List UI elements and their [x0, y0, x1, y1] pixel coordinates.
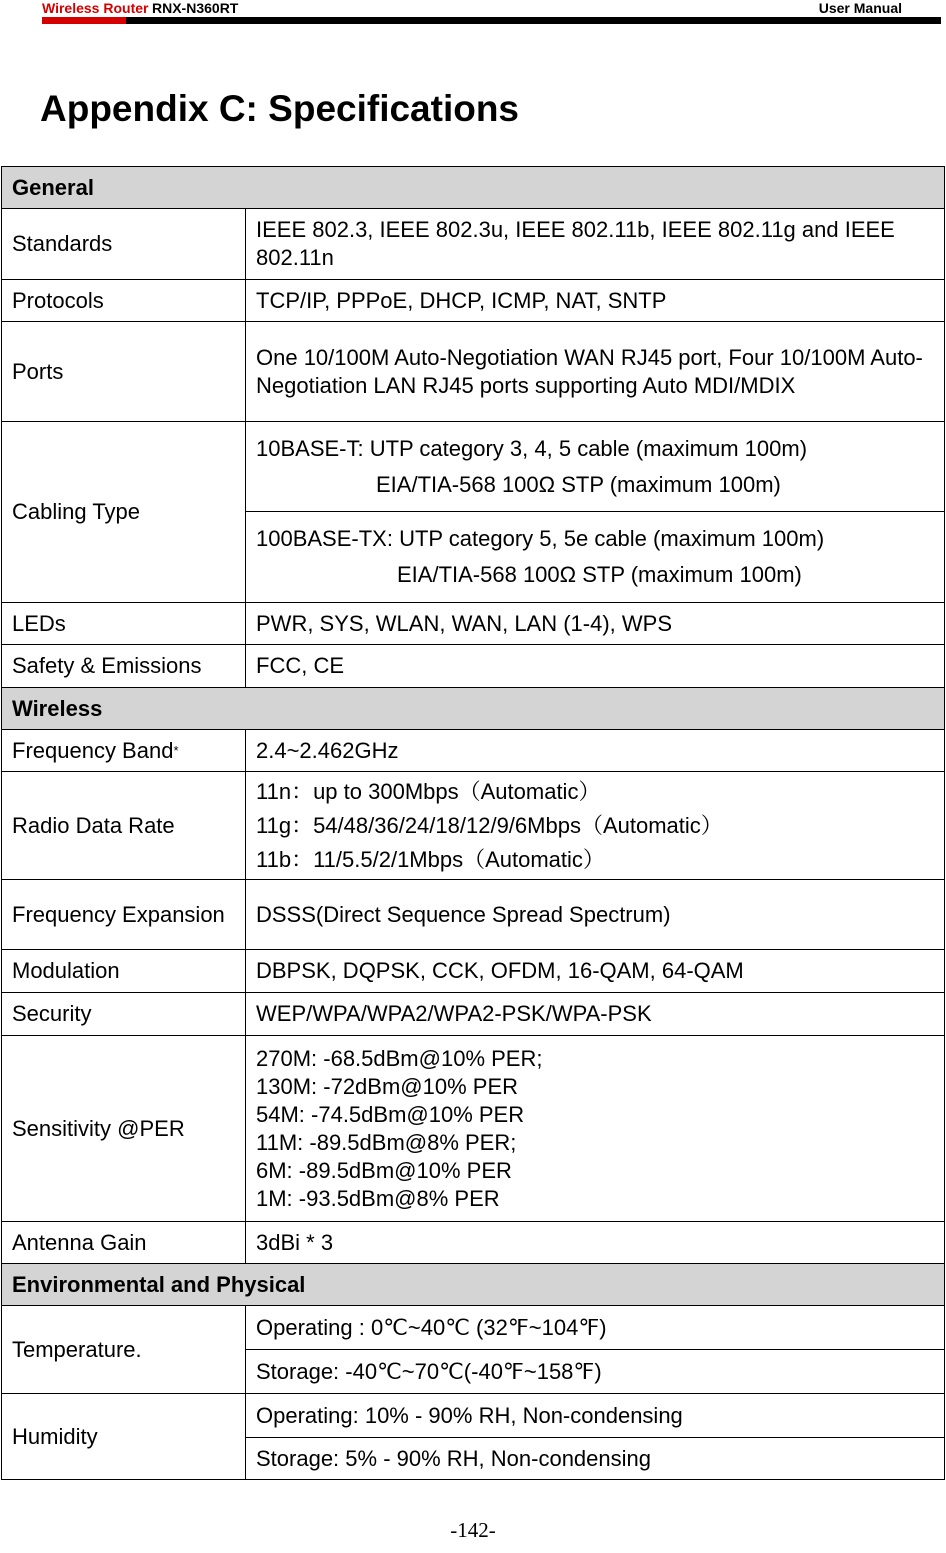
- sens-130m: 130M: -72dBm@10% PER: [256, 1073, 519, 1099]
- rate-11g: 11g：54/48/36/24/18/12/9/6Mbps（Automatic）: [256, 812, 723, 838]
- row-label: Sensitivity @PER: [2, 1036, 246, 1222]
- row-label: Ports: [2, 322, 246, 422]
- row-label: Protocols: [2, 280, 246, 322]
- row-value: One 10/100M Auto-Negotiation WAN RJ45 port, Four 10/100M Auto-Negotiation LAN RJ45 ports supporting Auto MDI/MDIX: [246, 322, 945, 422]
- row-label: Cabling Type: [2, 422, 246, 603]
- cabling-10base-t-stp: EIA/TIA-568 100Ω STP (maximum 100m): [376, 471, 781, 497]
- sens-11m: 11M: -89.5dBm@8% PER;: [256, 1129, 517, 1155]
- table-row: [2, 1222, 945, 1264]
- header-model: RNX-N360RT: [152, 0, 239, 16]
- table-row: [2, 209, 945, 280]
- row-value: Operating : 0℃~40℃ (32℉~104℉): [246, 1306, 945, 1350]
- header-accent-bar: [42, 17, 126, 24]
- section-title: General: [2, 167, 945, 209]
- table-row: [2, 603, 945, 645]
- row-value: Storage: 5% - 90% RH, Non-condensing: [246, 1438, 945, 1480]
- row-value: DBPSK, DQPSK, CCK, OFDM, 16-QAM, 64-QAM: [246, 950, 945, 993]
- freq-band-label: Frequency Band: [12, 737, 174, 763]
- rate-11b: 11b：11/5.5/2/1Mbps（Automatic）: [256, 846, 605, 872]
- table-row: [2, 880, 945, 950]
- table-row: [2, 422, 945, 512]
- row-value: TCP/IP, PPPoE, DHCP, ICMP, NAT, SNTP: [246, 280, 945, 322]
- row-value: DSSS(Direct Sequence Spread Spectrum): [246, 880, 945, 950]
- table-row: [2, 645, 945, 688]
- table-row: [2, 730, 945, 772]
- table-row: [2, 993, 945, 1036]
- table-row: [2, 1394, 945, 1438]
- row-label: Antenna Gain: [2, 1222, 246, 1264]
- cabling-100base-tx-stp: EIA/TIA-568 100Ω STP (maximum 100m): [397, 562, 802, 587]
- row-label: Radio Data Rate: [2, 772, 246, 880]
- cabling-100base-tx: 100BASE-TX: UTP category 5, 5e cable (maximum 100m): [256, 526, 825, 551]
- row-value: Storage: -40℃~70℃(-40℉~158℉): [246, 1350, 945, 1394]
- footnote-mark: *: [173, 742, 179, 758]
- table-row: [2, 1036, 945, 1222]
- cabling-10base-t: 10BASE-T: UTP category 3, 4, 5 cable (maximum 100m): [256, 435, 808, 461]
- section-wireless: [2, 688, 945, 730]
- row-value: [246, 422, 945, 512]
- section-title: Wireless: [2, 688, 945, 730]
- table-row: [2, 772, 945, 880]
- row-value: [246, 772, 945, 880]
- header-rule: [126, 17, 941, 24]
- page-header: [0, 0, 946, 26]
- page-number: -142-: [450, 1518, 496, 1542]
- table-row: [2, 322, 945, 422]
- section-general: [2, 167, 945, 209]
- row-value: FCC, CE: [246, 645, 945, 688]
- spec-table: [1, 166, 945, 1480]
- row-label: LEDs: [2, 603, 246, 645]
- section-title: Environmental and Physical: [2, 1264, 945, 1306]
- row-label: Frequency Expansion: [2, 880, 246, 950]
- row-label: Humidity: [2, 1394, 246, 1480]
- sens-6m: 6M: -89.5dBm@10% PER: [256, 1157, 512, 1183]
- row-label: Security: [2, 993, 246, 1036]
- row-label: [2, 730, 246, 772]
- row-label: Modulation: [2, 950, 246, 993]
- sens-1m: 1M: -93.5dBm@8% PER: [256, 1185, 500, 1211]
- row-value: IEEE 802.3, IEEE 802.3u, IEEE 802.11b, IEEE 802.11g and IEEE 802.11n: [246, 209, 945, 280]
- row-value: 3dBi * 3: [246, 1222, 945, 1264]
- row-label: Safety & Emissions: [2, 645, 246, 688]
- rate-11n: 11n：up to 300Mbps（Automatic）: [256, 778, 601, 804]
- table-row: [2, 950, 945, 993]
- row-value: PWR, SYS, WLAN, WAN, LAN (1-4), WPS: [246, 603, 945, 645]
- header-manual: User Manual: [818, 0, 902, 16]
- row-label: Standards: [2, 209, 246, 280]
- sens-270m: 270M: -68.5dBm@10% PER;: [256, 1045, 543, 1071]
- row-value: WEP/WPA/WPA2/WPA2-PSK/WPA-PSK: [246, 993, 945, 1036]
- table-row: [2, 280, 945, 322]
- row-label: Temperature.: [2, 1306, 246, 1394]
- row-value: Operating: 10% - 90% RH, Non-condensing: [246, 1394, 945, 1438]
- row-value: [246, 512, 945, 603]
- table-row: [2, 1306, 945, 1350]
- sens-54m: 54M: -74.5dBm@10% PER: [256, 1101, 525, 1127]
- section-environmental: [2, 1264, 945, 1306]
- row-value: 2.4~2.462GHz: [246, 730, 945, 772]
- page-title: Appendix C: Specifications: [40, 88, 520, 129]
- row-value: [246, 1036, 945, 1222]
- header-brand: Wireless Router: [42, 0, 149, 16]
